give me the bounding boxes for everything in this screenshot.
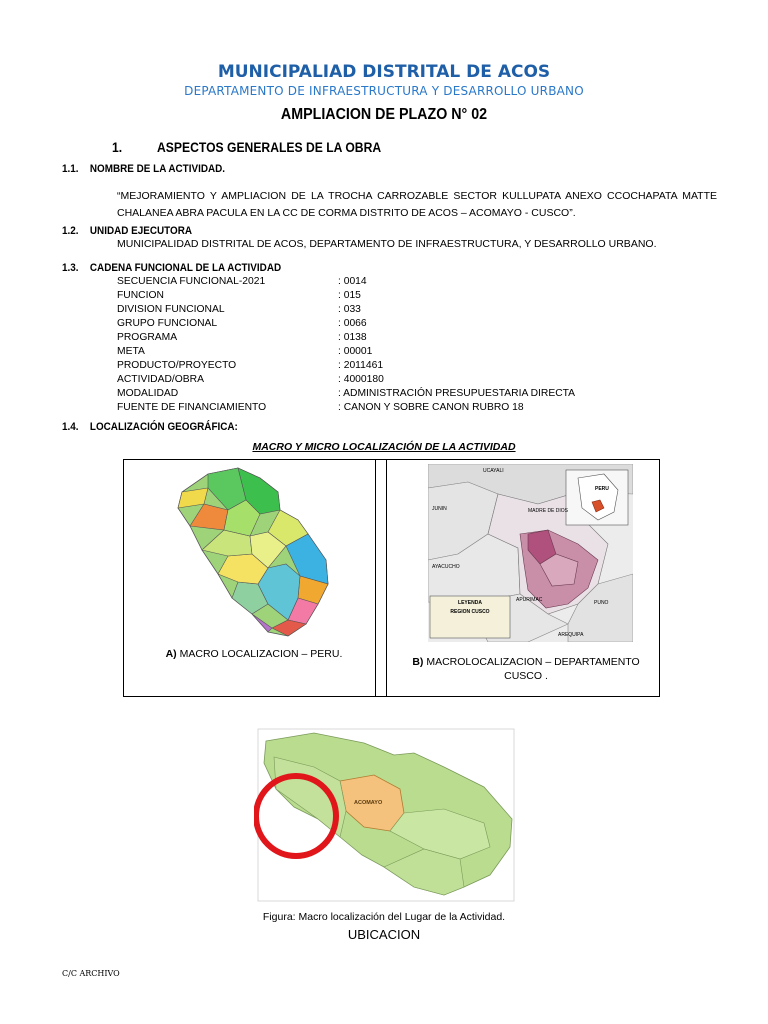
map-madre-label: MADRE DE DIOS xyxy=(528,508,569,514)
section-1-3-heading xyxy=(62,262,281,274)
section-1-3-title: CADENA FUNCIONAL DE LA ACTIVIDAD xyxy=(89,262,282,274)
functional-chain-value: : 0014 xyxy=(338,276,367,287)
functional-chain-row xyxy=(117,276,637,290)
section-1-heading xyxy=(112,140,381,155)
functional-chain-row xyxy=(117,346,637,360)
map-b-label xyxy=(392,655,660,683)
section-1-4-number: 1.4. xyxy=(62,421,79,433)
functional-chain-row xyxy=(117,360,637,374)
department-subtitle: DEPARTAMENTO DE INFRAESTRUCTURA Y DESARROLLO URBANO xyxy=(184,84,584,98)
functional-chain-key: META xyxy=(117,346,145,357)
ubicacion-label: UBICACION xyxy=(347,927,421,942)
location-caption: MACRO Y MICRO LOCALIZACIÓN DE LA ACTIVIDAD xyxy=(252,441,516,453)
map-b-text-line2: CUSCO . xyxy=(504,670,548,682)
acomayo-province-map xyxy=(254,727,516,905)
functional-chain-value: : 015 xyxy=(338,290,361,301)
map-divider-right xyxy=(386,459,387,697)
map-region-label: REGION CUSCO xyxy=(450,609,490,615)
map-a-prefix: A) xyxy=(165,648,177,660)
section-1-4-heading xyxy=(62,421,238,433)
functional-chain-row xyxy=(117,304,637,318)
map-b-text: MACROLOCALIZACION – DEPARTAMENTO xyxy=(423,656,640,668)
map-puno-label: PUNO xyxy=(594,600,609,606)
functional-chain-key: DIVISION FUNCIONAL xyxy=(117,304,225,315)
peru-map-image xyxy=(168,464,338,644)
functional-chain-key: MODALIDAD xyxy=(117,388,179,399)
functional-chain-row xyxy=(117,388,637,402)
functional-chain-value: : 4000180 xyxy=(338,374,384,385)
map-b-prefix: B) xyxy=(412,656,424,668)
map-apurimac-label: APURIMAC xyxy=(516,597,543,603)
section-1-2-heading xyxy=(62,225,192,237)
section-1-4-title: LOCALIZACIÓN GEOGRÁFICA: xyxy=(89,421,238,433)
map-legend-label: LEYENDA xyxy=(458,600,482,606)
map-junin-label: JUNIN xyxy=(432,506,447,512)
functional-chain-key: FUENTE DE FINANCIAMIENTO xyxy=(117,402,267,413)
functional-chain-key: SECUENCIA FUNCIONAL-2021 xyxy=(117,276,266,287)
map-a-text: MACRO LOCALIZACION – PERU. xyxy=(176,648,343,660)
document-title: AMPLIACION DE PLAZO N° 02 xyxy=(280,106,488,123)
functional-chain-value: : ADMINISTRACIÓN PRESUPUESTARIA DIRECTA xyxy=(338,388,576,399)
functional-chain-key: ACTIVIDAD/OBRA xyxy=(117,374,204,385)
map-arequipa-label: AREQUIPA xyxy=(558,632,584,638)
functional-chain-value: : CANON Y SOBRE CANON RUBRO 18 xyxy=(338,402,524,413)
functional-chain-value: : 0066 xyxy=(338,318,367,329)
functional-chain-key: PRODUCTO/PROYECTO xyxy=(117,360,237,371)
functional-chain-key: FUNCION xyxy=(117,290,164,301)
footer-archive: C/C ARCHIVO xyxy=(62,969,120,978)
section-1-3-number: 1.3. xyxy=(62,262,79,274)
section-1-2-title: UNIDAD EJECUTORA xyxy=(89,225,193,237)
map-ayacucho-label: AYACUCHO xyxy=(432,564,460,570)
map-ucayali-label: UCAYALI xyxy=(483,468,504,474)
map-a-label xyxy=(124,648,384,660)
functional-chain-value: : 00001 xyxy=(338,346,373,357)
activity-name-text: “MEJORAMIENTO Y AMPLIACION DE LA TROCHA CARROZABLE SECTOR KULLUPATA ANEXO CCOCHAPATA MATTE CHALANEA ABRA PACULA EN LA CC DE CORMA DISTRITO DE ACOS – ACOMAYO - CUSCO”. xyxy=(117,190,717,219)
map-divider-left xyxy=(375,459,376,697)
figure-caption: Figura: Macro localización del Lugar de la Actividad. xyxy=(262,911,506,923)
section-1-2-number: 1.2. xyxy=(62,225,79,237)
functional-chain-row xyxy=(117,318,637,332)
section-1-number: 1. xyxy=(112,140,123,155)
section-1-1-number: 1.1. xyxy=(62,163,79,175)
executing-unit-text: MUNICIPALIDAD DISTRITAL DE ACOS, DEPARTAMENTO DE INFRAESTRUCTURA, Y DESARROLLO URBANO. xyxy=(117,238,657,250)
functional-chain-key: GRUPO FUNCIONAL xyxy=(117,318,218,329)
municipality-title: MUNICIPALIAD DISTRITAL DE ACOS xyxy=(217,62,551,82)
functional-chain-row xyxy=(117,332,637,346)
acomayo-label: ACOMAYO xyxy=(354,800,383,806)
functional-chain-value: : 2011461 xyxy=(338,360,384,371)
functional-chain-row xyxy=(117,290,637,304)
section-1-1-heading xyxy=(62,163,225,175)
functional-chain-key: PROGRAMA xyxy=(117,332,178,343)
functional-chain-value: : 033 xyxy=(338,304,361,315)
section-1-title: ASPECTOS GENERALES DE LA OBRA xyxy=(157,140,382,155)
section-1-1-title: NOMBRE DE LA ACTIVIDAD. xyxy=(89,163,226,175)
functional-chain-row xyxy=(117,374,637,388)
functional-chain-value: : 0138 xyxy=(338,332,367,343)
cusco-map-image xyxy=(428,464,633,642)
functional-chain-row xyxy=(117,402,637,416)
map-peru-label: PERU xyxy=(595,486,609,492)
